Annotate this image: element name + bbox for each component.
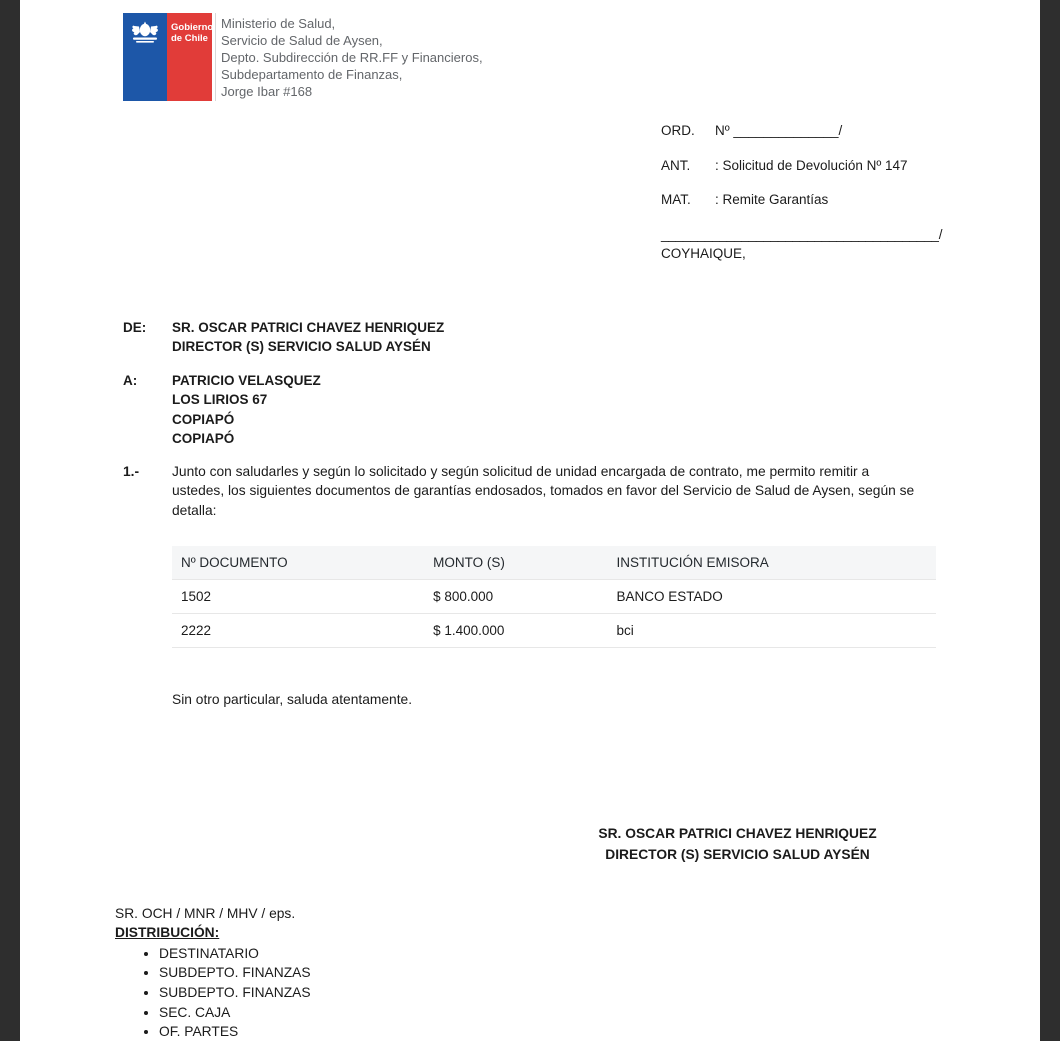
table-row [172,614,936,648]
from-name: SR. OSCAR PATRICI CHAVEZ HENRIQUEZ [172,320,445,335]
ant-row [661,156,961,175]
paragraph-number: 1.- [123,464,140,479]
distribution-label: DISTRIBUCIÓN: [115,925,220,941]
list-item: • SEC. CAJA [159,1003,311,1023]
to-name: PATRICIO VELASQUEZ [172,373,321,388]
to-street: LOS LIRIOS 67 [172,392,268,408]
header-amount: MONTO (S) [424,546,607,580]
distribution-list [115,944,311,1041]
header-document-number: Nº DOCUMENTO [172,546,424,580]
list-item: • DESTINATARIO [159,944,311,964]
logo-wordmark [171,22,213,44]
from-title: DIRECTOR (S) SERVICIO SALUD AYSÉN [172,339,431,355]
city-line: COYHAIQUE, [661,245,746,261]
cell-document-number: 2222 [172,614,424,648]
cell-amount: $ 1.400.000 [424,614,607,648]
letterhead-line-address: Jorge Ibar #168 [221,84,313,99]
initials-line: SR. OCH / MNR / MHV / eps. [115,906,296,921]
list-item: • SUBDEPTO. FINANZAS [159,983,311,1003]
coat-of-arms-icon [129,20,161,46]
letterhead-line-subdepartment: Subdepartamento de Finanzas, [221,67,403,82]
ord-row [661,121,961,140]
mat-label: MAT. [661,192,691,207]
closing-line: Sin otro particular, saluda atentamente. [172,692,413,707]
date-blank-line: ______________________________________/ [661,226,943,242]
footer-block [115,904,311,1041]
mat-value: : Remite Garantías [715,192,829,207]
logo-line-2: de Chile [171,33,208,44]
logo-blue-panel [123,13,167,101]
to-region: COPIAPÓ [172,430,235,446]
guarantees-table [172,546,936,648]
reference-block [661,121,961,263]
letterhead-lines [215,13,483,101]
cell-document-number: 1502 [172,580,424,614]
list-item: • OF. PARTES [159,1022,311,1041]
cell-institution: bci [607,614,936,648]
ord-label: ORD. [661,123,695,138]
body-paragraph-1 [123,462,924,520]
letterhead [123,13,483,101]
logo-line-1: Gobierno [171,22,214,33]
cell-amount: $ 800.000 [424,580,607,614]
list-item: • SUBDEPTO. FINANZAS [159,963,311,983]
mat-row [661,190,961,209]
to-city: COPIAPÓ [172,411,235,427]
letter-page [20,0,1040,1041]
to-label: A: [123,373,138,388]
signature-block [565,824,910,865]
table-row [172,580,936,614]
header-issuing-institution: INSTITUCIÓN EMISORA [607,546,936,580]
signature-title: DIRECTOR (S) SERVICIO SALUD AYSÉN [605,846,870,862]
to-block [123,371,321,448]
ant-value: : Solicitud de Devolución Nº 147 [715,157,908,173]
from-block [123,318,444,357]
ant-label: ANT. [661,157,691,173]
cell-institution: BANCO ESTADO [607,580,936,614]
to-lines [172,371,321,448]
paragraph-text: Junto con saludarles y según lo solicitado y según solicitud de unidad encargada de contrato, me permito remitir a ustedes, los siguientes documentos de garantías endosados, tomados en favor del Servicio de Salud de Aysen, según se detalla: [172,464,915,518]
letterhead-line-ministry: Ministerio de Salud, [221,16,336,31]
gobierno-de-chile-logo [123,13,212,101]
from-label: DE: [123,320,147,335]
ord-value: Nº ______________/ [715,123,843,138]
letterhead-line-service: Servicio de Salud de Aysen, [221,33,383,48]
signature-name: SR. OSCAR PATRICI CHAVEZ HENRIQUEZ [598,826,877,841]
logo-red-panel [167,13,212,101]
letterhead-line-department: Depto. Subdirección de RR.FF y Financieros, [221,50,483,65]
table-header-row [172,546,936,580]
from-lines [172,318,444,357]
